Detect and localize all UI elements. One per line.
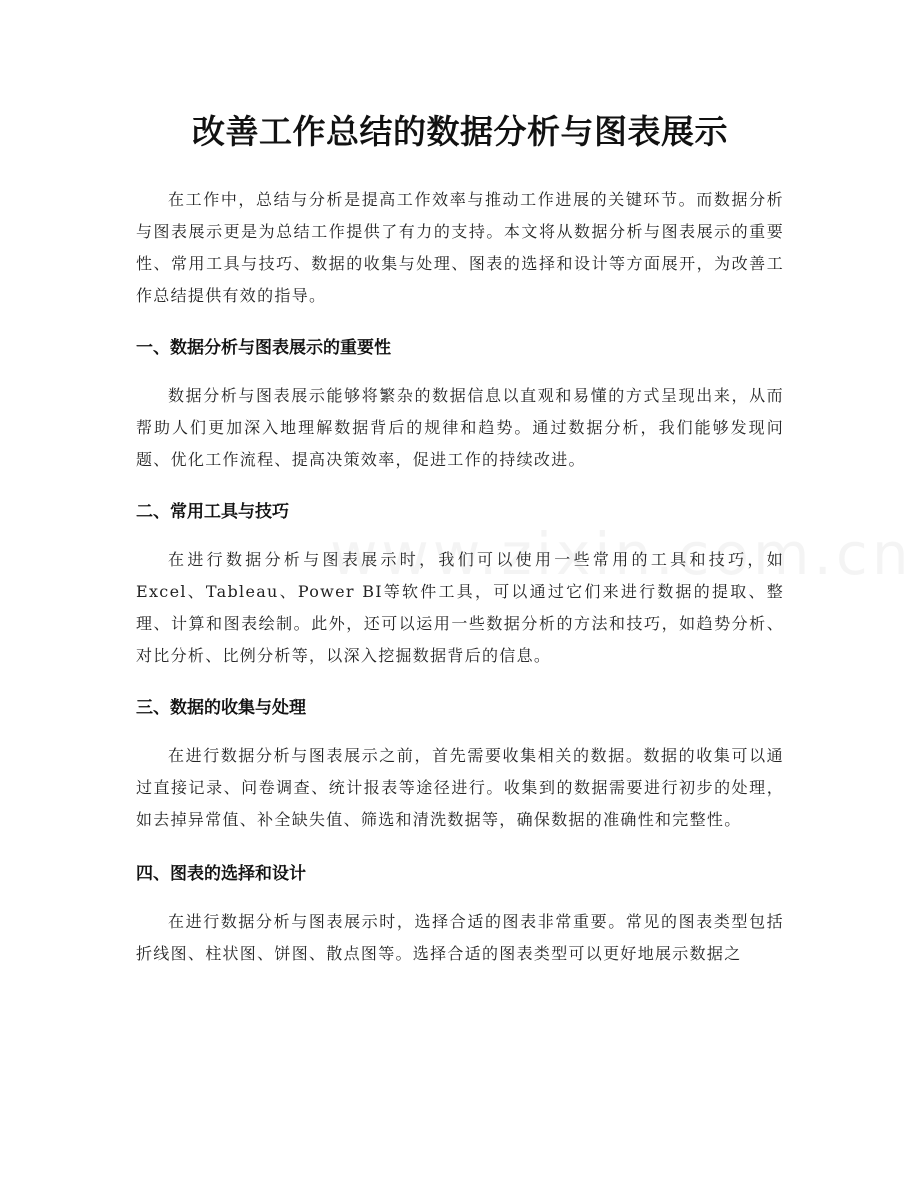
section-heading-chart-design: 四、图表的选择和设计 (136, 864, 306, 884)
section-paragraph-data-collection: 在进行数据分析与图表展示之前，首先需要收集相关的数据。数据的收集可以通过直接记录、问卷调查、统计报表等途径进行。收集到的数据需要进行初步的处理，如去掉异常值、补全缺失值、筛选和清洗数据等，确保数据的准确性和完整性。 (136, 746, 784, 829)
section-heading-tools: 二、常用工具与技巧 (136, 502, 289, 522)
document-body (136, 184, 784, 970)
section-paragraph-importance: 数据分析与图表展示能够将繁杂的数据信息以直观和易懂的方式呈现出来，从而帮助人们更加深入地理解数据背后的规律和趋势。通过数据分析，我们能够发现问题、优化工作流程、提高决策效率，促进工作的持续改进。 (136, 386, 784, 469)
section-heading-importance: 一、数据分析与图表展示的重要性 (136, 338, 391, 358)
section-paragraph-chart-design: 在进行数据分析与图表展示时，选择合适的图表非常重要。常见的图表类型包括折线图、柱状图、饼图、散点图等。选择合适的图表类型可以更好地展示数据之 (136, 912, 784, 963)
section-paragraph-tools: 在进行数据分析与图表展示时，我们可以使用一些常用的工具和技巧，如Excel、Tableau、Power BI等软件工具，可以通过它们来进行数据的提取、整理、计算和图表绘制。此外，还可以运用一些数据分析的方法和技巧，如趋势分析、对比分析、比例分析等，以深入挖掘数据背后的信息。 (136, 550, 784, 665)
page-title: 改善工作总结的数据分析与图表展示 (192, 112, 728, 151)
intro-paragraph: 在工作中，总结与分析是提高工作效率与推动工作进展的关键环节。而数据分析与图表展示更是为总结工作提供了有力的支持。本文将从数据分析与图表展示的重要性、常用工具与技巧、数据的收集与处理、图表的选择和设计等方面展开，为改善工作总结提供有效的指导。 (136, 190, 784, 305)
section-heading-data-collection: 三、数据的收集与处理 (136, 698, 306, 718)
